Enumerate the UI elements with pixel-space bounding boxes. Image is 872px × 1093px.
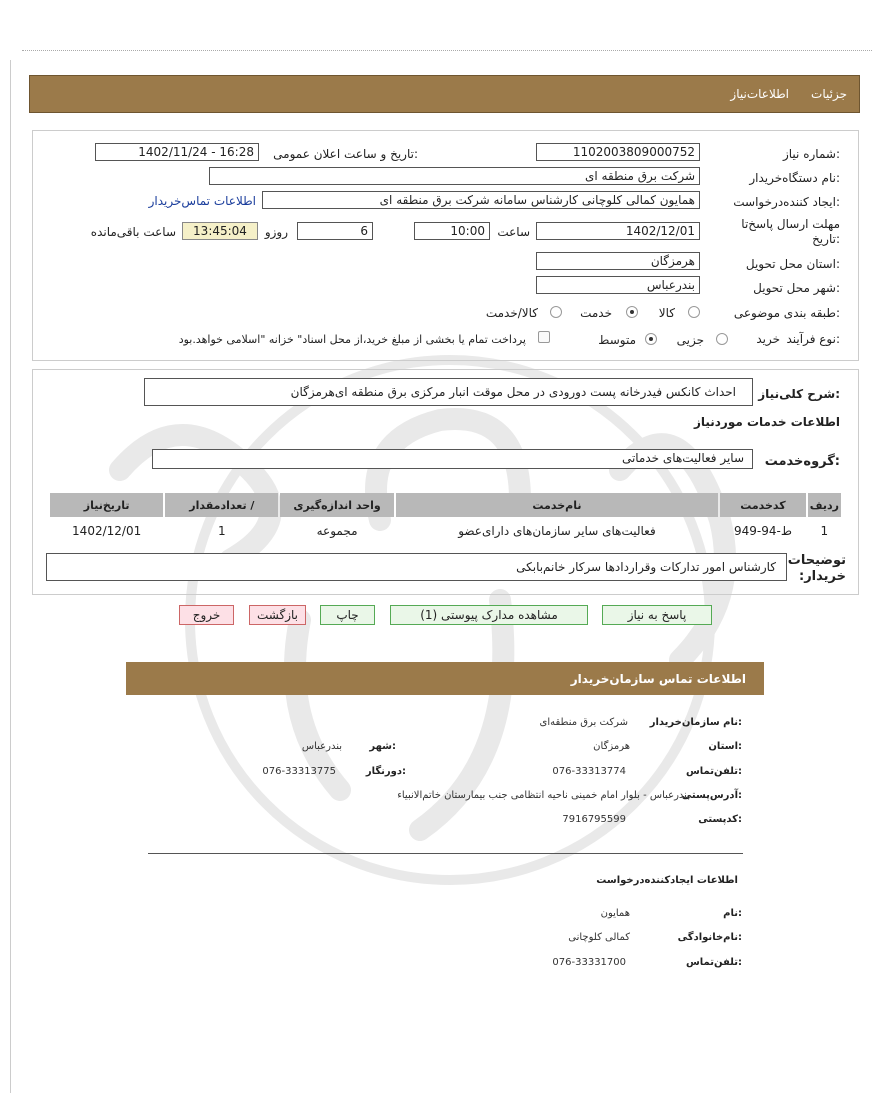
cell-quantity: 1 (218, 524, 226, 538)
remaining-label: ساعت باقی‌مانده (90, 225, 176, 239)
col-quantity: / تعدادمقدار (165, 493, 278, 517)
creator-section-title: اطلاعات ایجادکننده‌درخواست (596, 875, 738, 886)
back-button[interactable]: بازگشت (249, 605, 306, 625)
service-group-field: سایر فعالیت‌های خدماتی (152, 449, 753, 469)
buyer-contact-link[interactable]: اطلاعات تماس‌خریدار (148, 194, 256, 208)
need-info-panel (32, 130, 859, 361)
buyer-notes-label: توضیحات (787, 553, 846, 568)
contact-city-value: بندرعباس (301, 741, 342, 752)
process-option-minor: جزیی (676, 333, 704, 347)
creator-family-value: کمالی کلوچانی (568, 932, 630, 943)
creator-phone-label: تلفن‌تماس: (685, 957, 742, 968)
contact-phone-label: تلفن‌تماس: (685, 766, 742, 777)
summary-field: احداث کانکس فیدرخانه پست دورودی در محل موقت انبار مرکزی برق منطقه ای‌هرمزگان (144, 378, 753, 406)
contact-title: اطلاعات تماس سازمان‌خریدار (570, 672, 746, 686)
table-row (50, 519, 841, 543)
creator-field: همایون کمالی کلوچانی کارشناس سامانه شرکت برق منطقه ای (262, 191, 700, 209)
exit-button[interactable]: خروج (179, 605, 234, 625)
deadline-label-2: تاریخ: (812, 232, 840, 246)
city-label: شهر محل تحویل: (753, 281, 840, 295)
contact-address-value: بندرعباس - بلوار امام خمینی ناحیه انتظامی جنب بیمارستان خاتم‌الانبیاء (397, 790, 690, 801)
process-buy-label: خرید (756, 332, 780, 346)
province-field: هرمزگان (536, 252, 700, 270)
top-divider (22, 50, 872, 51)
process-label: نوع فرآیند: (786, 332, 840, 346)
days-field: 6 (297, 222, 373, 240)
contact-org-value: شرکت برق منطقه‌ای (539, 717, 628, 728)
col-row-number: ردیف (808, 493, 841, 517)
cell-service-code: ط-94-949 (733, 524, 792, 538)
left-border (10, 60, 11, 1093)
remaining-time-field: 13:45:04 (182, 222, 258, 240)
creator-name-value: همایون (600, 908, 630, 919)
deadline-time-label: ساعت (497, 225, 530, 239)
col-service-code: کدخدمت (720, 493, 805, 517)
need-number-label: شماره نیاز: (782, 147, 840, 161)
category-option-service: خدمت (580, 306, 612, 320)
col-unit: واحد اندازه‌گیری (280, 493, 393, 517)
deadline-date-field: 1402/12/01 (536, 222, 700, 240)
services-table (48, 491, 843, 545)
contact-postal-label: کدپستی: (698, 814, 742, 825)
need-number-field: 1102003809000752 (536, 143, 700, 161)
col-need-date: تاریخ‌نیاز (50, 493, 163, 517)
contact-province-value: هرمزگان (593, 741, 630, 752)
services-title: اطلاعات خدمات موردنیاز (693, 415, 840, 429)
contact-header (126, 662, 764, 695)
cell-unit: مجموعه (316, 524, 358, 538)
deadline-label: مهلت ارسال پاسخ‌تا (741, 217, 840, 231)
contact-city-label: شهر: (369, 741, 396, 752)
category-radio-service[interactable] (626, 306, 638, 318)
contact-org-label: نام سازمان‌خریدار: (649, 717, 742, 728)
contact-fax-label: دورنگار: (365, 766, 406, 777)
treasury-payment-note: پرداخت تمام یا بخشی از مبلغ خرید،از محل اسناد" خزانه "اسلامی خواهد.بود (178, 333, 526, 346)
print-button[interactable]: چاپ (320, 605, 375, 625)
buyer-org-label: نام دستگاه‌خریدار: (749, 171, 840, 185)
attachments-button[interactable]: مشاهده مدارک پیوستی (1) (390, 605, 588, 625)
cell-service-name: فعالیت‌های سایر سازمان‌های دارای‌عضو (458, 524, 656, 538)
contact-postal-value: 7916795599 (562, 814, 626, 825)
announce-field: 1402/11/24 - 16:28 (95, 143, 259, 161)
process-radio-medium[interactable] (645, 333, 657, 345)
creator-phone-value: 076-33331700 (552, 957, 626, 968)
cell-row-number: 1 (820, 524, 829, 538)
summary-label: شرح کلی‌نیاز: (758, 387, 840, 401)
creator-name-label: نام: (723, 908, 742, 919)
contact-phone-value: 076-33313774 (552, 766, 626, 777)
category-option-goods-service: کالا/خدمت (485, 306, 538, 320)
page-header (29, 75, 860, 113)
announce-label: تاریخ و ساعت اعلان عمومی: (273, 147, 418, 161)
contact-address-label: آدرس‌پستی: (681, 790, 742, 801)
category-option-goods: کالا (658, 306, 675, 320)
buyer-notes-label-2: :خریدار (799, 569, 846, 584)
creator-label: ایجاد کننده‌درخواست: (733, 195, 840, 209)
tab-need-info[interactable]: اطلاعات‌نیاز (730, 87, 789, 101)
category-radio-goods-service[interactable] (550, 306, 562, 318)
deadline-time-field: 10:00 (414, 222, 490, 240)
service-group-label: گروه‌خدمت: (764, 454, 840, 469)
category-radio-goods[interactable] (688, 306, 700, 318)
col-service-name: نام‌خدمت (396, 493, 719, 517)
buyer-notes-field: کارشناس امور تدارکات وقراردادها سرکار خانم‌بابکی (46, 553, 787, 581)
contact-divider (148, 853, 743, 854)
buyer-org-field: شرکت برق منطقه ای (209, 167, 700, 185)
days-label: روزو (264, 225, 288, 239)
reply-button[interactable]: پاسخ به نیاز (602, 605, 712, 625)
city-field: بندرعباس (536, 276, 700, 294)
tab-details[interactable]: جزئیات (811, 87, 847, 101)
creator-family-label: نام‌خانوادگی: (677, 932, 742, 943)
contact-fax-value: 076-33313775 (262, 766, 336, 777)
province-label: استان محل تحویل: (745, 257, 840, 271)
process-option-medium: متوسط (598, 333, 636, 347)
process-radio-minor[interactable] (716, 333, 728, 345)
category-label: طبقه بندی موضوعی: (733, 306, 840, 320)
cell-need-date: 1402/12/01 (72, 524, 142, 538)
treasury-payment-checkbox[interactable] (538, 331, 550, 343)
contact-province-label: استان: (708, 741, 742, 752)
